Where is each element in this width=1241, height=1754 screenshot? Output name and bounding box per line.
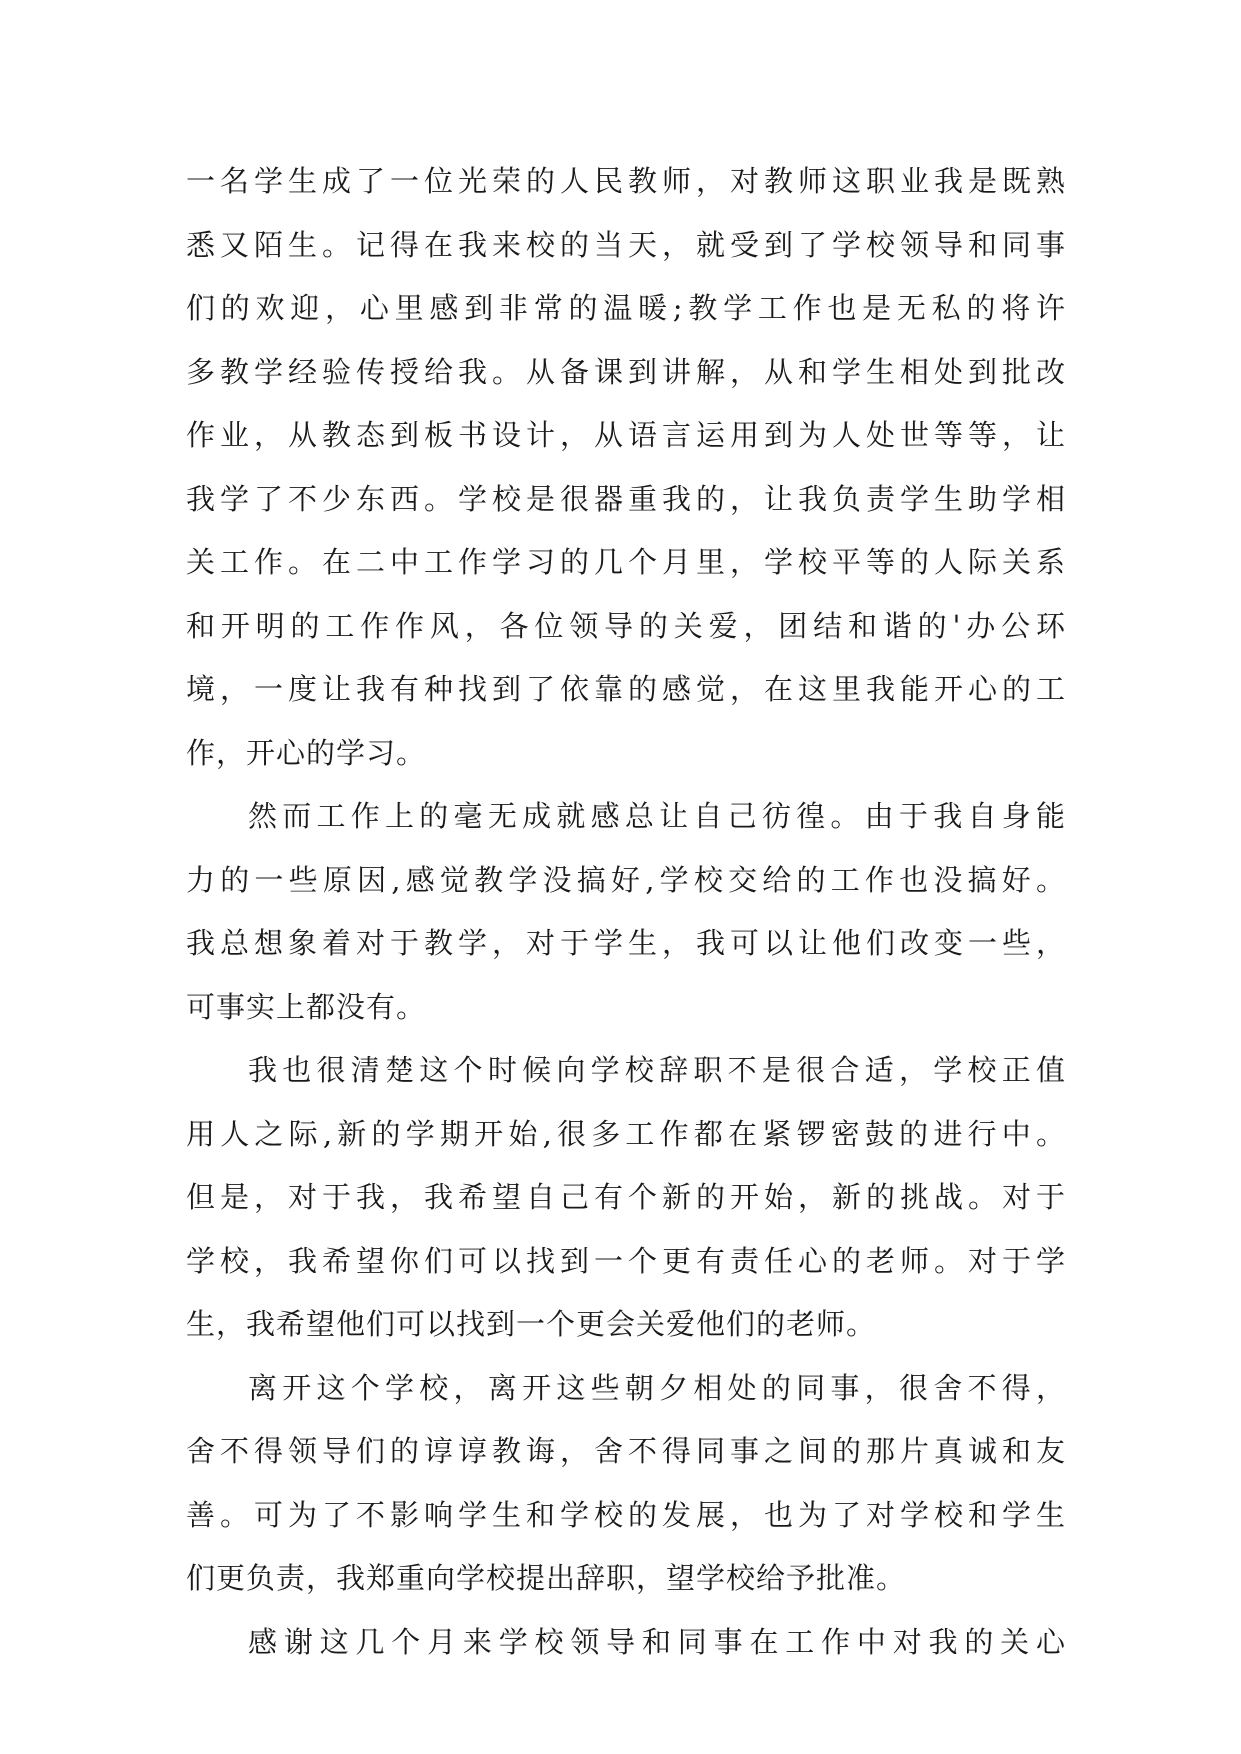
text-line: 然而工作上的毫无成就感总让自己彷徨。由于我自身能 (248, 799, 1066, 833)
text-line: 关工作。在二中工作学习的几个月里，学校平等的人际关系 (186, 545, 1066, 579)
text-line: 悉又陌生。记得在我来校的当天，就受到了学校领导和同事 (186, 227, 1066, 262)
text-line: 们更负责，我郑重向学校提出辞职，望学校给予批准。 (186, 1561, 907, 1595)
text-line: 我也很清楚这个时候向学校辞职不是很合适，学校正值 (248, 1053, 1066, 1087)
text-line: 我总想象着对于教学，对于学生，我可以让他们改变一些， (186, 926, 1066, 960)
text-line: 但是，对于我，我希望自己有个新的开始，新的挑战。对于 (186, 1180, 1066, 1214)
text-line: 力的一些原因,感觉教学没搞好,学校交给的工作也没搞好。 (186, 862, 1066, 897)
text-line: 多教学经验传授给我。从备课到讲解，从和学生相处到批改 (186, 354, 1066, 389)
text-line: 和开明的工作作风，各位领导的关爱，团结和谐的'办公环 (186, 608, 1066, 643)
text-line: 生，我希望他们可以找到一个更会关爱他们的老师。 (186, 1307, 877, 1341)
text-line: 学校，我希望你们可以找到一个更有责任心的老师。对于学 (186, 1243, 1066, 1278)
text-line: 离开这个学校，离开这些朝夕相处的同事，很舍不得， (248, 1370, 1066, 1405)
text-line: 一名学生成了一位光荣的人民教师，对教师这职业我是既熟 (186, 164, 1066, 198)
text-line: 可事实上都没有。 (186, 989, 427, 1024)
text-line: 善。可为了不影响学生和学校的发展，也为了对学校和学生 (186, 1497, 1066, 1532)
text-line: 感谢这几个月来学校领导和同事在工作中对我的关心 (248, 1624, 1066, 1659)
text-line: 们的欢迎，心里感到非常的温暖;教学工作也是无私的将许 (186, 291, 1066, 325)
text-line: 作，开心的学习。 (186, 735, 427, 770)
letter-body (186, 159, 1066, 1683)
text-line: 境，一度让我有种找到了依靠的感觉，在这里我能开心的工 (186, 672, 1066, 706)
text-line: 作业，从教态到板书设计，从语言运用到为人处世等等，让 (186, 418, 1066, 452)
text-line: 我学了不少东西。学校是很器重我的，让我负责学生助学相 (186, 481, 1066, 516)
text-line: 舍不得领导们的谆谆教诲，舍不得同事之间的那片真诚和友 (186, 1434, 1066, 1468)
text-line: 用人之际,新的学期开始,很多工作都在紧锣密鼓的进行中。 (186, 1116, 1066, 1151)
